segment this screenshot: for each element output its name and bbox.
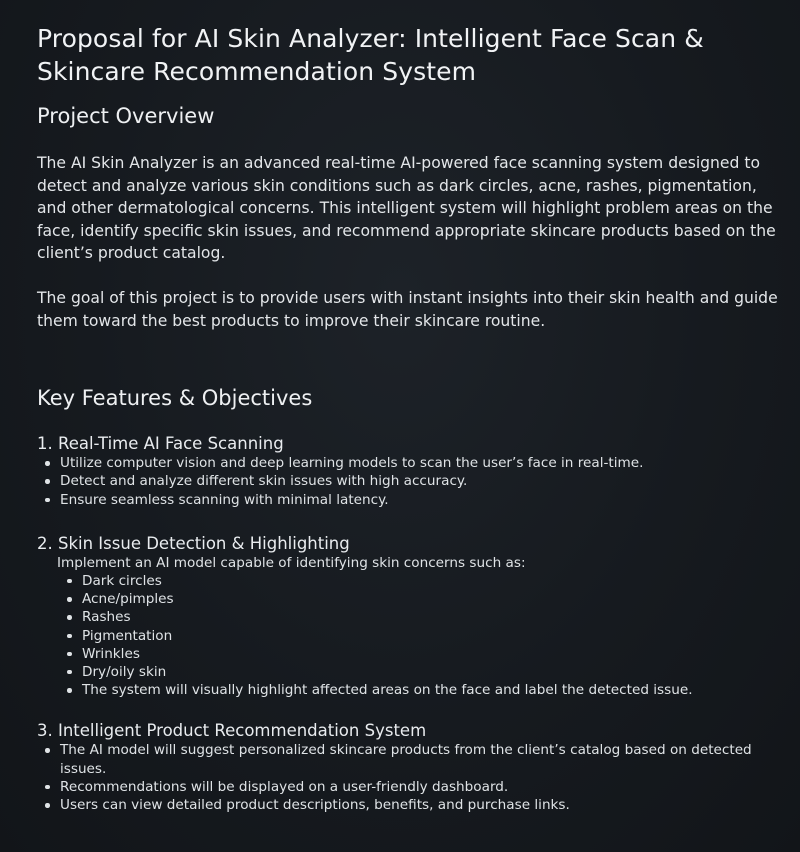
feature-section-face-scanning bbox=[37, 434, 780, 509]
feature-section-issue-detection bbox=[37, 534, 780, 700]
list-item: Acne/pimples bbox=[67, 590, 780, 608]
document-title: Proposal for AI Skin Analyzer: Intelligent Face Scan & Skincare Recommendation System bbox=[37, 24, 704, 86]
list-item: Recommendations will be displayed on a user-friendly dashboard. bbox=[45, 778, 780, 796]
feature-title: 1. Real-Time AI Face Scanning bbox=[37, 434, 284, 454]
feature-bullet-list bbox=[37, 572, 780, 699]
list-item: Users can view detailed product descriptions, benefits, and purchase links. bbox=[45, 796, 780, 814]
list-item: The AI model will suggest personalized skincare products from the client’s catalog based on detected issues. bbox=[45, 741, 780, 777]
list-item: Pigmentation bbox=[67, 627, 780, 645]
feature-title: 3. Intelligent Product Recommendation System bbox=[37, 721, 427, 741]
feature-title: 2. Skin Issue Detection & Highlighting bbox=[37, 533, 350, 553]
feature-bullet-list bbox=[37, 454, 780, 509]
feature-bullet-list bbox=[37, 741, 780, 814]
list-item: Detect and analyze different skin issues with high accuracy. bbox=[45, 472, 780, 490]
list-item: Utilize computer vision and deep learning models to scan the user’s face in real-time. bbox=[45, 454, 780, 472]
overview-paragraph-2: The goal of this project is to provide users with instant insights into their skin health and guide them toward the best products to improve their skincare routine. bbox=[37, 288, 778, 330]
feature-section-recommendations bbox=[37, 721, 780, 814]
overview-paragraph-1: The AI Skin Analyzer is an advanced real-time AI-powered face scanning system designed to detect and analyze various skin conditions such as dark circles, acne, rashes, pigmentation, and other dermatological concerns. This intelligent system will highlight problem areas on the face, identify specific skin issues, and recommend appropriate skincare products based on the client’s product catalog. bbox=[37, 154, 776, 263]
feature-intro: Implement an AI model capable of identifying skin concerns such as: bbox=[57, 554, 526, 571]
list-item: Dark circles bbox=[67, 572, 780, 590]
list-item: Wrinkles bbox=[67, 645, 780, 663]
list-item: Dry/oily skin bbox=[67, 663, 780, 681]
list-item: The system will visually highlight affected areas on the face and label the detected issue. bbox=[67, 681, 780, 699]
list-item: Rashes bbox=[67, 608, 780, 626]
overview-heading: Project Overview bbox=[37, 104, 215, 128]
features-heading: Key Features & Objectives bbox=[37, 386, 313, 411]
list-item: Ensure seamless scanning with minimal latency. bbox=[45, 491, 780, 509]
